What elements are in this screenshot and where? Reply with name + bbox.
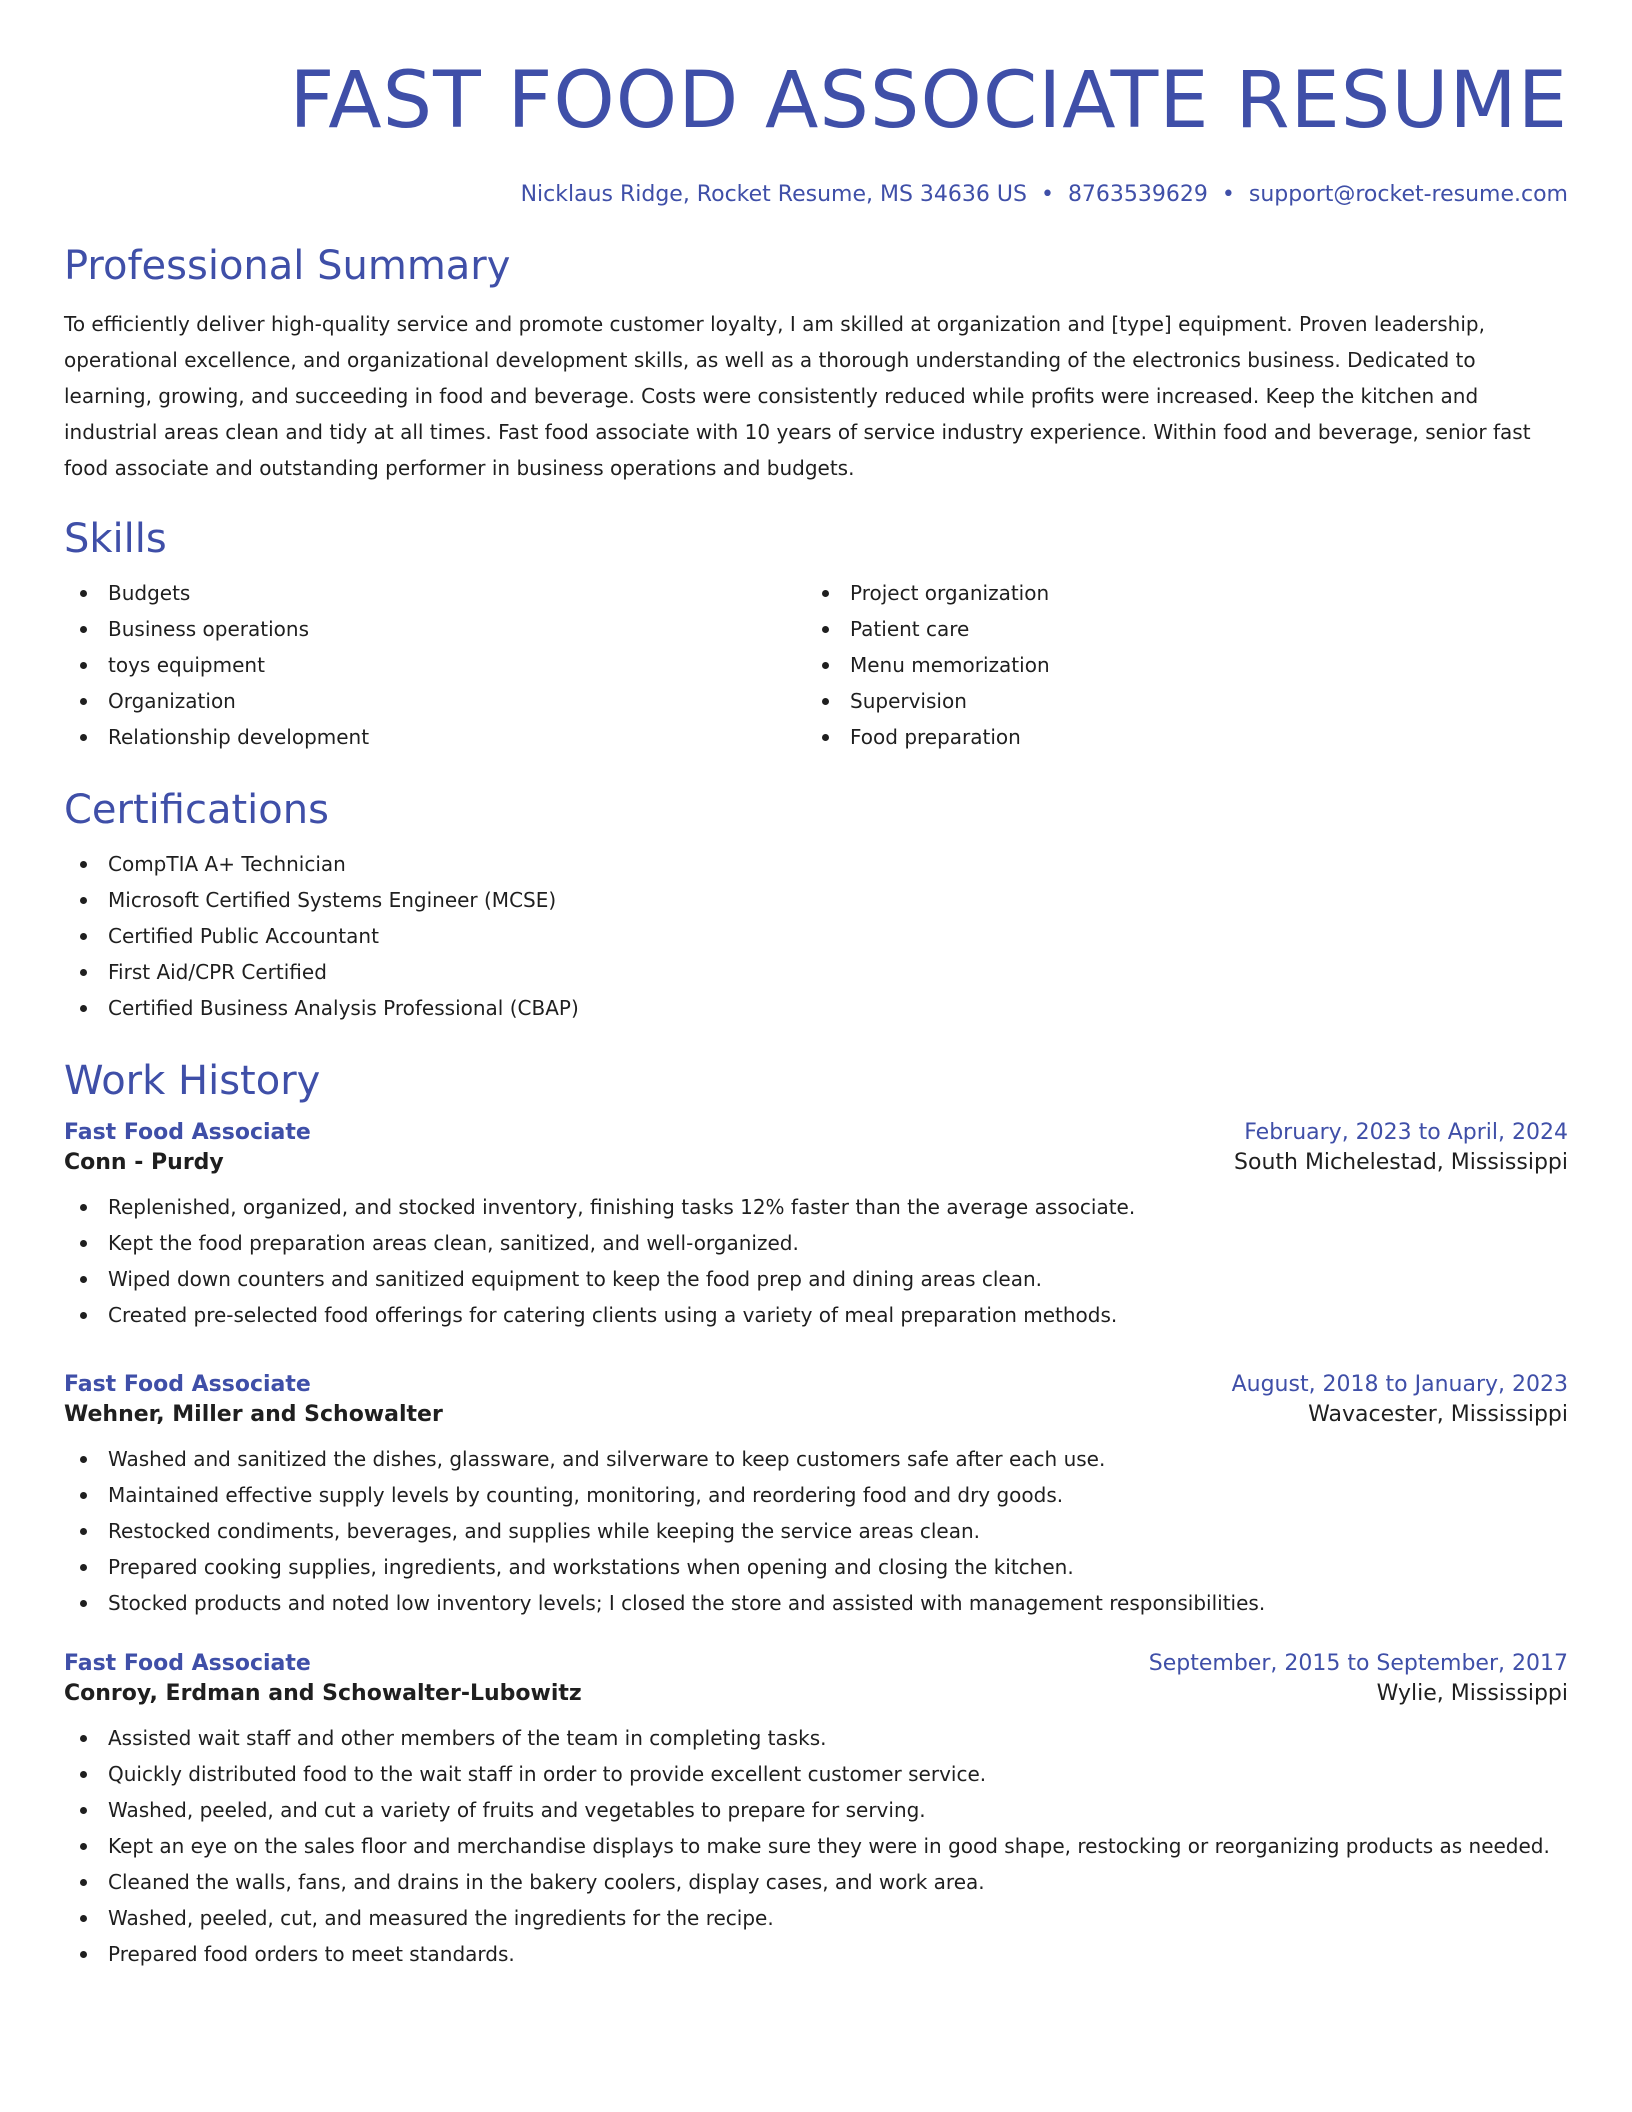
job-entry [64, 1370, 1568, 1621]
skill-item: Budgets [64, 575, 806, 611]
job-bullet: Restocked condiments, beverages, and supplies while keeping the service areas clean. [64, 1513, 1568, 1549]
summary-heading: Professional Summary [64, 243, 511, 289]
skills-list-right [806, 575, 1548, 755]
job-entry [64, 1118, 1568, 1333]
job-bullet: Prepared cooking supplies, ingredients, and workstations when opening and closing the kitchen. [64, 1549, 1568, 1585]
skills-columns [64, 575, 1568, 755]
skill-item: Business operations [64, 611, 806, 647]
job-role: Fast Food Associate [64, 1120, 311, 1145]
skills-list-left [64, 575, 806, 755]
job-bullet-list [64, 1441, 1568, 1621]
job-company: Wehner, Miller and Schowalter [64, 1402, 443, 1427]
job-location: Wavacester, Mississippi [1308, 1402, 1568, 1427]
work-history-heading: Work History [64, 1058, 321, 1104]
job-bullet: Washed, peeled, and cut a variety of fruits and vegetables to prepare for serving. [64, 1792, 1568, 1828]
contact-separator: • [1040, 182, 1054, 207]
job-company: Conn - Purdy [64, 1150, 224, 1175]
job-bullet: Washed and sanitized the dishes, glassware, and silverware to keep customers safe after each use. [64, 1441, 1568, 1477]
job-bullet: Prepared food orders to meet standards. [64, 1936, 1568, 1972]
certification-item: Microsoft Certified Systems Engineer (MCSE) [64, 882, 1568, 918]
resume-header [64, 56, 1568, 210]
job-bullet: Created pre-selected food offerings for catering clients using a variety of meal preparation methods. [64, 1297, 1568, 1333]
job-bullet: Assisted wait staff and other members of the team in completing tasks. [64, 1720, 1568, 1756]
job-location: South Michelestad, Mississippi [1234, 1150, 1568, 1175]
job-role: Fast Food Associate [64, 1651, 311, 1676]
certification-item: First Aid/CPR Certified [64, 954, 1568, 990]
job-bullet-list [64, 1720, 1568, 1972]
job-role-row [64, 1649, 1568, 1679]
contact-line [64, 180, 1568, 210]
job-bullet: Stocked products and noted low inventory levels; I closed the store and assisted with management responsibilities. [64, 1585, 1568, 1621]
certifications-list [64, 846, 1568, 1026]
resume-title: FAST FOOD ASSOCIATE RESUME [289, 56, 1568, 146]
skill-item: Organization [64, 683, 806, 719]
certification-item: CompTIA A+ Technician [64, 846, 1568, 882]
job-dates: February, 2023 to April, 2024 [1244, 1120, 1568, 1145]
summary-text: To efficiently deliver high-quality service and promote customer loyalty, I am skilled at organization and [type] equipment. Proven leadership, operational excellence, and organizational development skills, as well as a thorough understanding of the electronics business. Dedicated to learning, growing, and succeeding in food and beverage. Costs were consistently reduced while profits were increased. Keep the kitchen and industrial areas clean and tidy at all times. Fast food associate with 10 years of service industry experience. Within food and beverage, senior fast food associate and outstanding performer in business operations and budgets. [64, 312, 1531, 480]
job-company-row [64, 1400, 1568, 1430]
job-entry [64, 1649, 1568, 1972]
work-history-section [64, 1056, 1568, 1972]
skill-item: Patient care [806, 611, 1548, 647]
job-role-row [64, 1370, 1568, 1400]
job-bullet: Quickly distributed food to the wait staff in order to provide excellent customer service. [64, 1756, 1568, 1792]
job-bullet: Wiped down counters and sanitized equipment to keep the food prep and dining areas clean. [64, 1261, 1568, 1297]
skills-heading: Skills [64, 516, 167, 562]
resume-page [64, 0, 1568, 2112]
skill-item: toys equipment [64, 647, 806, 683]
job-bullet: Replenished, organized, and stocked inventory, finishing tasks 12% faster than the average associate. [64, 1189, 1568, 1225]
job-bullet: Maintained effective supply levels by counting, monitoring, and reordering food and dry goods. [64, 1477, 1568, 1513]
contact-address: Nicklaus Ridge, Rocket Resume, MS 34636 US [520, 182, 1027, 207]
job-dates: September, 2015 to September, 2017 [1148, 1651, 1568, 1676]
job-bullet: Cleaned the walls, fans, and drains in the bakery coolers, display cases, and work area. [64, 1864, 1568, 1900]
certifications-section [64, 785, 1568, 1026]
job-bullet: Washed, peeled, cut, and measured the ingredients for the recipe. [64, 1900, 1568, 1936]
job-bullet-list [64, 1189, 1568, 1333]
certification-item: Certified Public Accountant [64, 918, 1568, 954]
job-bullet: Kept an eye on the sales floor and merchandise displays to make sure they were in good shape, restocking or reorganizing products as needed. [64, 1828, 1568, 1864]
skill-item: Food preparation [806, 719, 1548, 755]
certification-item: Certified Business Analysis Professional (CBAP) [64, 990, 1568, 1026]
summary-section [64, 241, 1568, 486]
contact-separator: • [1221, 182, 1235, 207]
skill-item: Supervision [806, 683, 1548, 719]
job-dates: August, 2018 to January, 2023 [1231, 1372, 1568, 1397]
job-company: Conroy, Erdman and Schowalter-Lubowitz [64, 1681, 582, 1706]
job-role-row [64, 1118, 1568, 1148]
job-role: Fast Food Associate [64, 1372, 311, 1397]
job-location: Wylie, Mississippi [1376, 1681, 1568, 1706]
contact-email[interactable]: support@rocket-resume.com [1248, 182, 1568, 207]
skills-section [64, 514, 1568, 755]
job-company-row [64, 1679, 1568, 1709]
job-company-row [64, 1148, 1568, 1178]
job-bullet: Kept the food preparation areas clean, sanitized, and well-organized. [64, 1225, 1568, 1261]
certifications-heading: Certifications [64, 787, 329, 833]
skill-item: Menu memorization [806, 647, 1548, 683]
skill-item: Project organization [806, 575, 1548, 611]
contact-phone: 8763539629 [1067, 182, 1208, 207]
skill-item: Relationship development [64, 719, 806, 755]
